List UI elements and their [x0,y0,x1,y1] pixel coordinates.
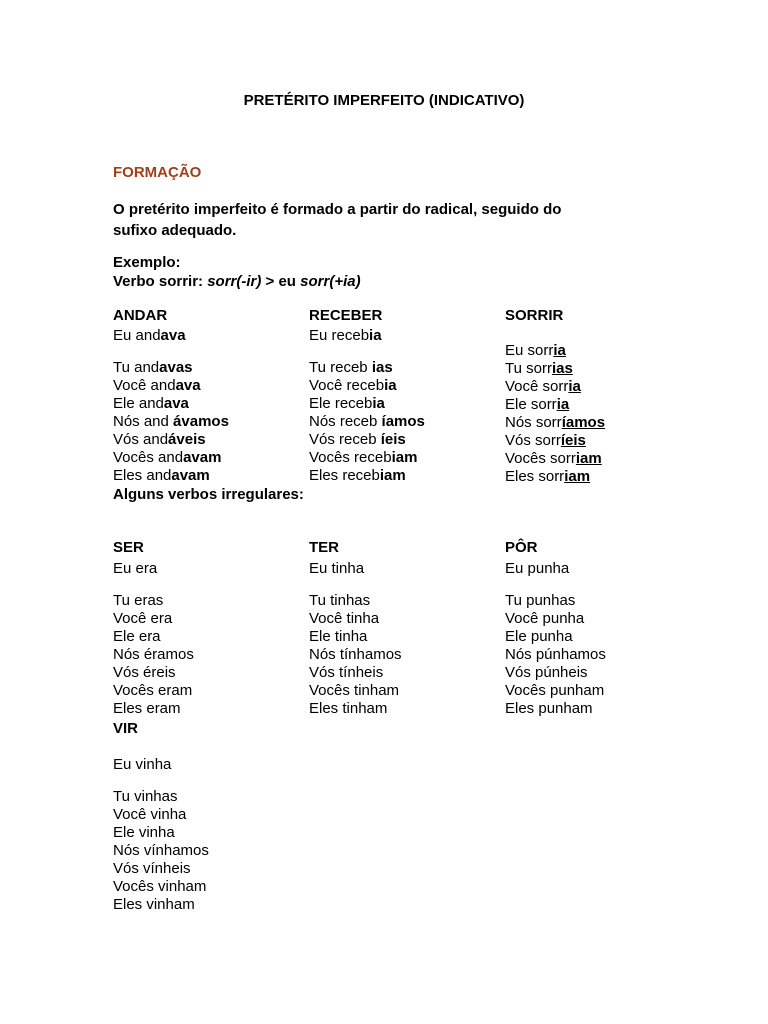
conjugation-row [309,449,425,467]
conj-stem: Vós sorr [505,432,561,449]
conjugation-row: Você punha [505,610,585,627]
conjugation-row: Tu vinhas [113,788,178,805]
ser-conjugation-list [113,592,194,718]
conjugation-row [505,342,605,360]
vir-first-form: Eu vinha [113,756,172,773]
conjugation-row: Nós púnhamos [505,646,606,663]
section-heading-formacao: FORMAÇÃO [113,164,202,181]
conjugation-row [505,432,605,450]
por-first-form: Eu punha [505,560,570,577]
conjugation-row: Tu punhas [505,592,576,609]
conj-stem: Vocês sorr [505,450,576,467]
conj-ending: iam [564,468,591,485]
conj-ending: íeis [560,432,586,449]
conjugation-row [505,378,605,396]
conj-ending: ia [553,342,566,359]
verb-heading-andar: ANDAR [113,307,168,324]
conj-stem: Ele sorr [505,396,557,413]
conjugation-row: Você vinha [113,806,187,823]
conj-stem: Eu receb [309,327,370,344]
conj-ending: avam [183,449,222,466]
verb-heading-ser: SER [113,539,144,556]
conj-ending: íamos [381,413,425,430]
conj-ending: ia [384,377,397,394]
conjugation-row [113,431,229,449]
conj-stem: Você sorr [505,378,569,395]
conj-stem: Nós and [113,413,174,430]
conj-ending: ava [160,327,186,344]
conjugation-row: Eles tinham [309,700,388,717]
conjugation-row: Vós éreis [113,664,176,681]
conjugation-row: Nós tínhamos [309,646,402,663]
conjugation-row [113,395,229,413]
conjugation-row: Vocês tinham [309,682,400,699]
irregular-verbs-heading: Alguns verbos irregulares: [113,486,304,503]
sorrir-conjugation-list [505,342,605,486]
verb-heading-vir: VIR [113,720,139,737]
conjugation-row: Vocês punham [505,682,605,699]
conjugation-row: Ele era [113,628,161,645]
verb-heading-sorrir: SORRIR [505,307,564,324]
conj-ending: ávamos [173,413,229,430]
verb-heading-ter: TER [309,539,339,556]
example-middle: > eu [261,273,301,290]
conj-ending: íamos [561,414,606,431]
page-title: PRETÉRITO IMPERFEITO (INDICATIVO) [243,92,525,109]
conjugation-row [113,467,229,485]
example-result-form: sorr(+ia) [300,273,361,290]
verb-heading-receber: RECEBER [309,307,383,324]
conjugation-row: Vocês eram [113,682,193,699]
conjugation-row: Você tinha [309,610,380,627]
conj-stem: Nós receb [309,413,382,430]
conj-ending: iam [379,467,406,484]
conjugation-row: Vós tínheis [309,664,384,681]
conjugation-row: Nós éramos [113,646,194,663]
conj-ending: ava [163,395,189,412]
conj-stem: Vocês receb [309,449,392,466]
conj-stem: Eu and [113,327,161,344]
intro-line-2: sufixo adequado. [113,222,237,239]
example-line [113,272,361,291]
conj-ending: ias [551,360,573,377]
conjugation-row: Tu tinhas [309,592,371,609]
conjugation-row [505,450,605,468]
conjugation-row: Você era [113,610,173,627]
conjugation-row: Vós vínheis [113,860,191,877]
conjugation-row: Eles eram [113,700,181,717]
conjugation-row: Ele vinha [113,824,175,841]
conj-stem: Vós and [113,431,169,448]
conjugation-row [505,396,605,414]
conj-stem: Nós sorr [505,414,562,431]
andar-first-form [113,327,186,345]
conjugation-row [309,377,425,395]
vir-conjugation-list [113,788,209,914]
ser-first-form: Eu era [113,560,158,577]
conj-stem: Vós receb [309,431,381,448]
conjugation-row: Nós vínhamos [113,842,209,859]
conj-ending: avas [159,359,193,376]
conj-stem: Eles sorr [505,468,565,485]
intro-paragraph [113,199,583,241]
conjugation-row [113,377,229,395]
conj-ending: ava [175,377,201,394]
conj-stem: Você receb [309,377,385,394]
conj-ending: áveis [168,431,206,448]
conjugation-row [113,449,229,467]
conjugation-row [505,414,605,432]
conj-stem: Tu receb [309,359,372,376]
conj-stem: Vocês and [113,449,184,466]
conjugation-row [113,359,229,377]
conj-stem: Ele and [113,395,164,412]
conjugation-row [113,413,229,431]
conjugation-row [309,431,425,449]
conj-stem: Eles receb [309,467,380,484]
verb-heading-por: PÔR [505,539,538,556]
conj-ending: ia [556,396,570,413]
por-conjugation-list [505,592,606,718]
conj-ending: ia [369,327,382,344]
conjugation-row: Vós púnheis [505,664,588,681]
conj-ending: iam [575,450,602,467]
conj-ending: íeis [380,431,406,448]
example-label: Exemplo: [113,254,181,271]
conjugation-row [505,360,605,378]
ter-conjugation-list [309,592,402,718]
conjugation-row [309,395,425,413]
ter-first-form: Eu tinha [309,560,365,577]
conjugation-row: Tu eras [113,592,164,609]
conjugation-row: Ele tinha [309,628,368,645]
intro-line-1: O pretérito imperfeito é formado a partir do radical, seguido do [113,201,562,218]
example-block [113,253,361,291]
conj-ending: ia [568,378,581,395]
receber-conjugation-list [309,359,425,485]
conj-stem: Você and [113,377,176,394]
conj-stem: Tu and [113,359,160,376]
conjugation-row: Eles punham [505,700,593,717]
conjugation-row: Vocês vinham [113,878,207,895]
example-stem-form: sorr(-ir) [207,273,262,290]
conj-stem: Ele receb [309,395,373,412]
conjugation-row: Ele punha [505,628,573,645]
conj-ending: ias [371,359,393,376]
conj-ending: iam [391,449,418,466]
conjugation-row: Eles vinham [113,896,195,913]
conjugation-row [505,468,605,486]
conjugation-row [309,467,425,485]
conj-ending: avam [171,467,210,484]
andar-conjugation-list [113,359,229,485]
conj-stem: Eles and [113,467,172,484]
conj-ending: ia [372,395,385,412]
conj-stem: Tu sorr [505,360,552,377]
conj-stem: Eu sorr [505,342,554,359]
example-prefix: Verbo sorrir: [113,273,208,290]
conjugation-row [309,359,425,377]
receber-first-form [309,327,382,345]
conjugation-row [309,413,425,431]
